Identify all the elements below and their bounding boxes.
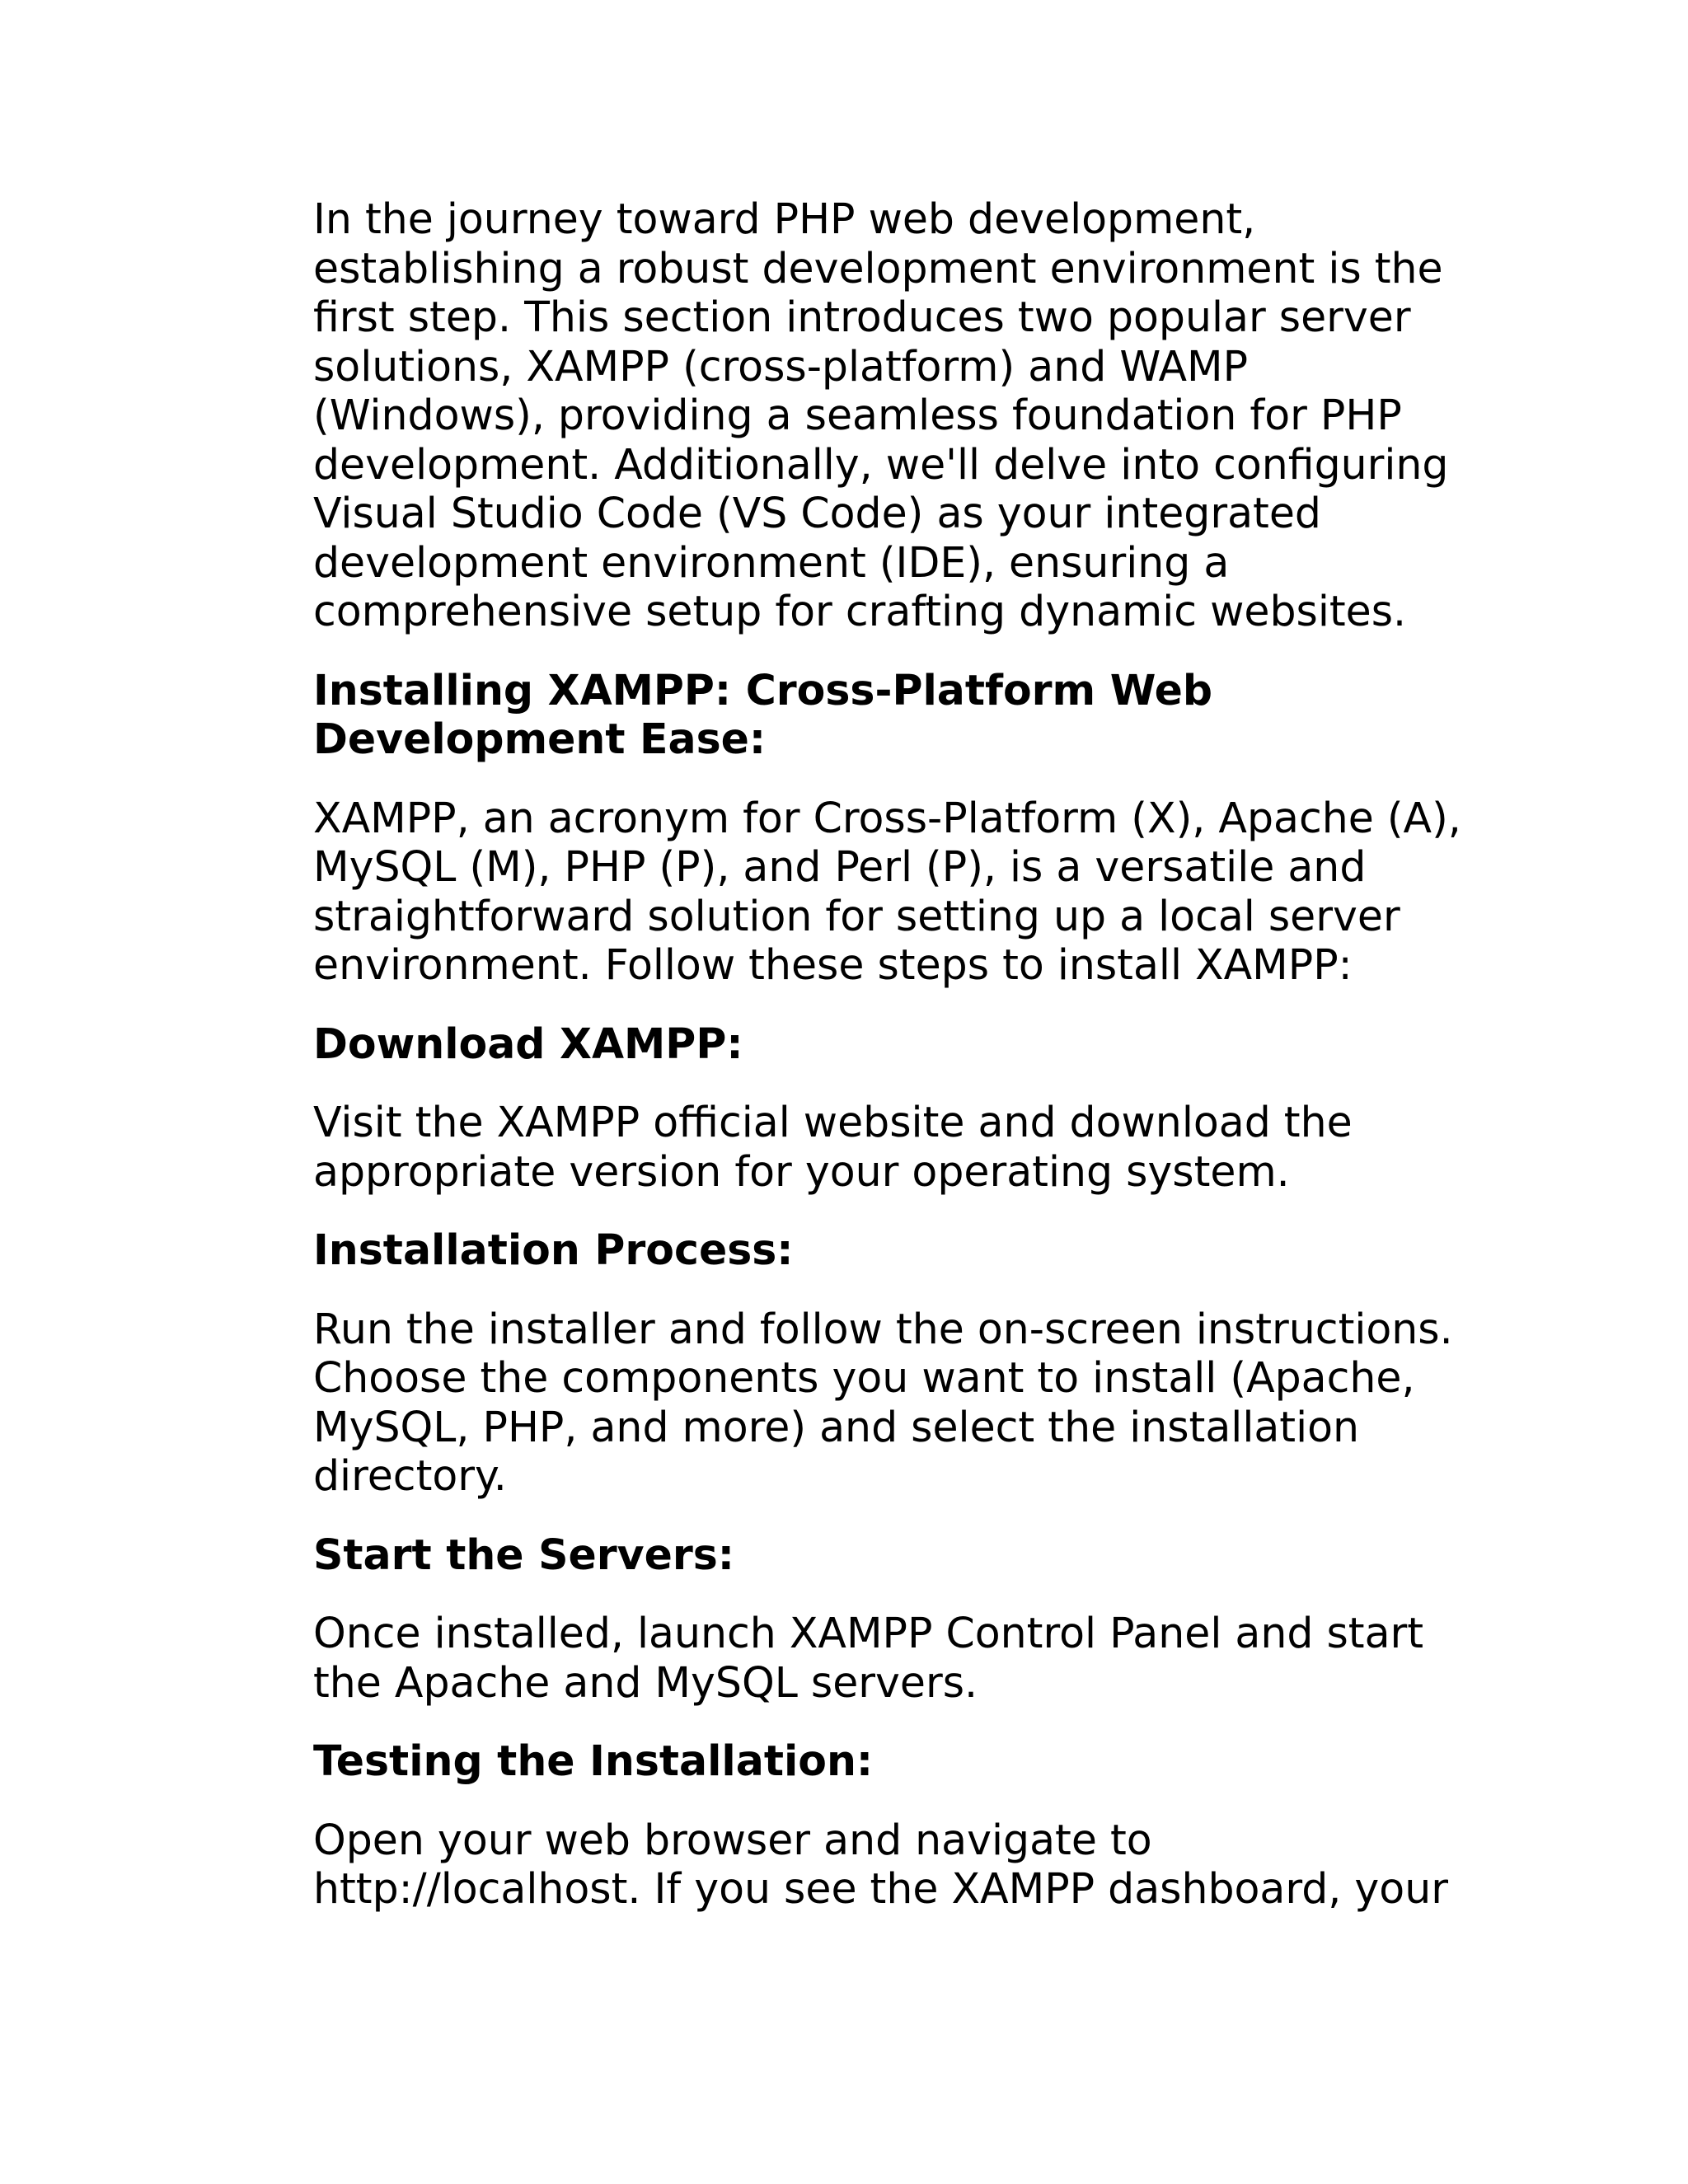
step-heading-download: Download XAMPP: [313, 1019, 743, 1068]
step-heading-installation: Installation Process: [313, 1226, 794, 1274]
step-body-download: Visit the XAMPP official website and download the appropriate version for your operating system. [313, 1098, 1353, 1196]
document-page [313, 194, 1467, 1943]
step-body-testing: Open your web browser and navigate to http://localhost. If you see the XAMPP dashboard, your [313, 1815, 1448, 1913]
section-body: XAMPP, an acronym for Cross-Platform (X), Apache (A), MySQL (M), PHP (P), and Perl (P), is a versatile and straightforward solution for setting up a local server environment. Follow these steps to install XAMPP: [313, 793, 1461, 989]
section-heading: Installing XAMPP: Cross-Platform Web Development Ease: [313, 665, 1213, 763]
intro-paragraph: In the journey toward PHP web development, establishing a robust development environment is the first step. This section introduces two popular server solutions, XAMPP (cross-platform) and WAMP (Windows), providing a seamless foundation for PHP development. Additionally, we'll delve into configuring Visual Studio Code (VS Code) as your integrated development environment (IDE), ensuring a comprehensive setup for crafting dynamic websites. [313, 194, 1449, 635]
step-body-installation: Run the installer and follow the on-screen instructions. Choose the components you want to install (Apache, MySQL, PHP, and more) and select the installation directory. [313, 1304, 1453, 1500]
step-heading-testing: Testing the Installation: [313, 1736, 874, 1785]
step-body-start-servers: Once installed, launch XAMPP Control Panel and start the Apache and MySQL servers. [313, 1609, 1424, 1707]
step-heading-start-servers: Start the Servers: [313, 1530, 734, 1579]
